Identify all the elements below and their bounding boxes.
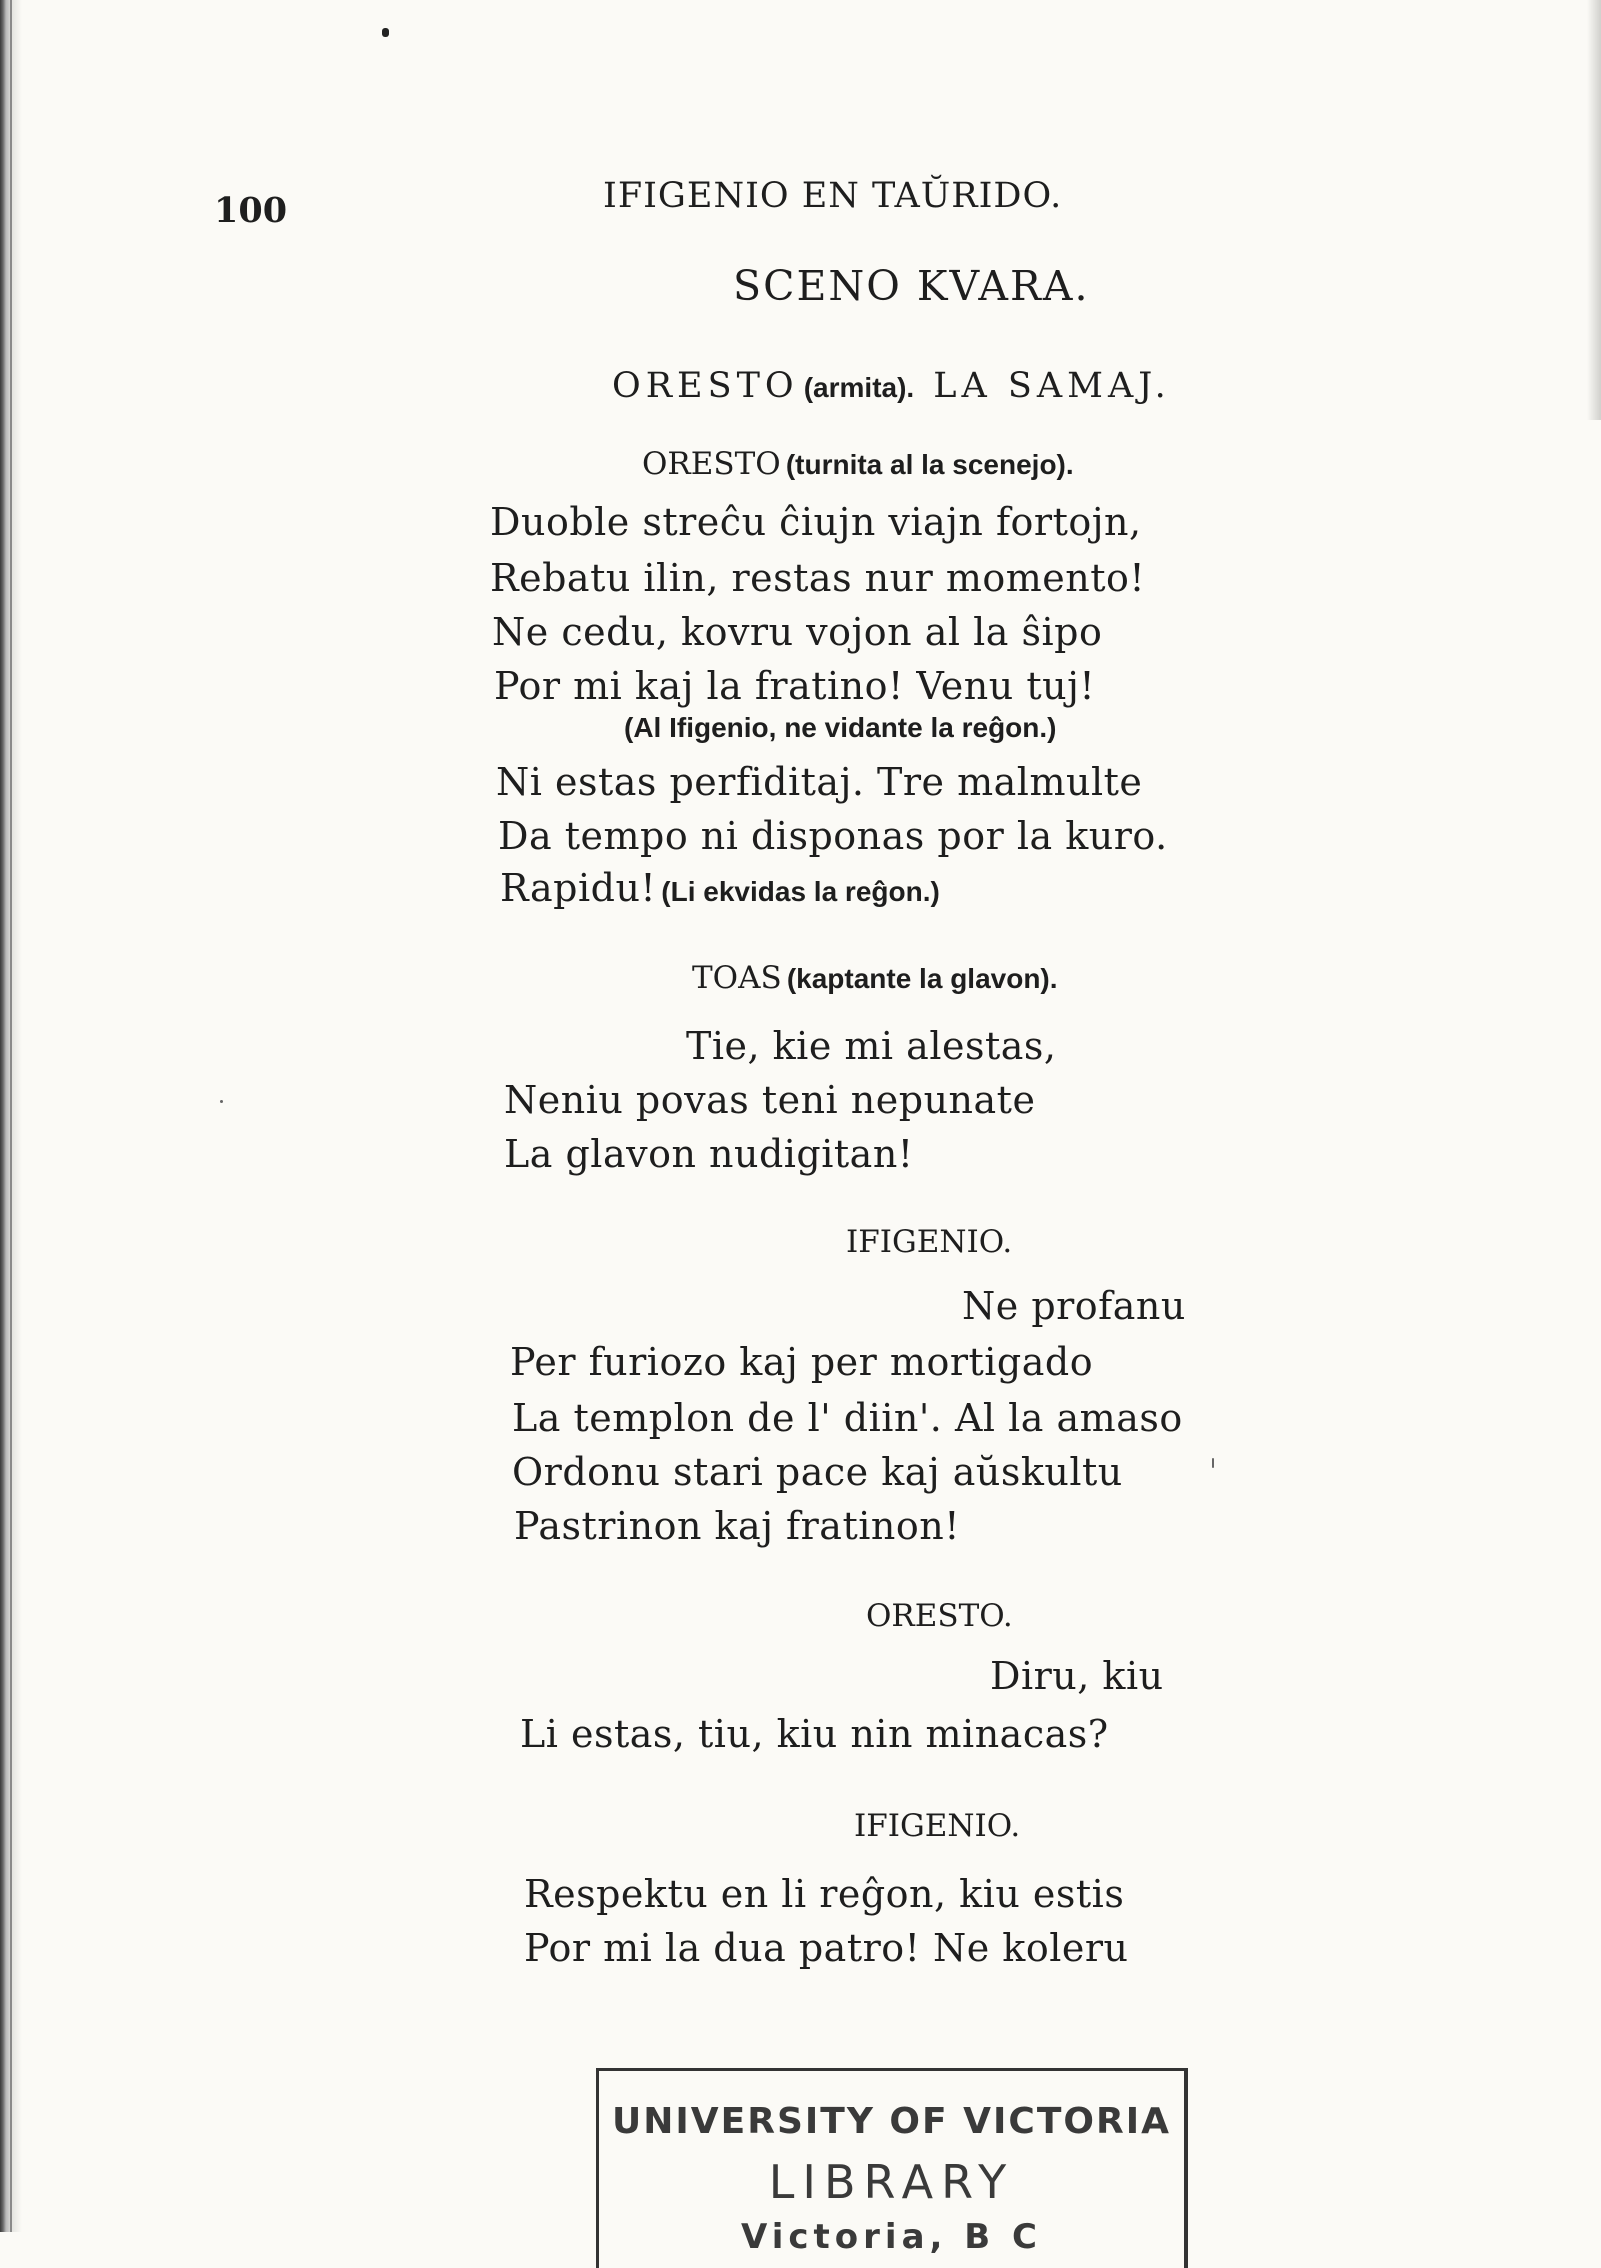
ink-speck [220,1100,223,1103]
verse-line: Li estas, tiu, kiu nin minacas? [520,1712,1109,1756]
verse-line: Tie, kie mi alestas, [686,1024,1057,1068]
verse-line: Rebatu ilin, restas nur momento! [490,556,1146,600]
verse-line: Ne profanu [962,1284,1186,1328]
stamp-library: LIBRARY [768,2155,1015,2209]
scene-title: SCENO KVARA. [733,262,1090,310]
speaker-name: IFIGENIO. [846,1224,1013,1260]
cast-name: ORESTO [612,366,799,406]
verse-line: Ordonu stari pace kaj aŭskultu [512,1450,1123,1494]
verse-line: Pastrinon kaj fratinon! [514,1504,960,1548]
speaker-name: ORESTO [642,446,781,482]
verse-line: Da tempo ni disponas por la kuro. [498,814,1168,858]
verse-line: Ni estas perfiditaj. Tre malmulte [496,760,1143,804]
verse-line: Ne cedu, kovru vojon al la ŝipo [492,610,1103,654]
speaker-name: IFIGENIO. [854,1808,1021,1844]
verse-line: Respektu en li reĝon, kiu estis [524,1872,1125,1916]
stage-direction: (Al Ifigenio, ne vidante la reĝon.) [624,712,1057,743]
verse-line: Por mi kaj la fratino! Venu tuj! [494,664,1096,708]
stage-direction: (kaptante la glavon). [786,963,1058,994]
cast-line [612,366,1171,406]
verse-line: La templon de l' diin'. Al la amaso [512,1396,1183,1440]
verse-line: Per furiozo kaj per mortigado [510,1340,1094,1384]
cast-also: LA SAMAJ. [933,366,1171,406]
speaker-name: TOAS [692,960,782,996]
page-right-edge [1587,0,1601,420]
verse-line: Por mi la dua patro! Ne koleru [524,1926,1129,1970]
verse-line: Neniu povas teni nepunate [504,1078,1036,1122]
speaker-heading [642,446,1074,482]
stamp-institution: UNIVERSITY OF VICTORIA [612,2101,1171,2142]
page-number: 100 [214,190,288,231]
verse-line: Duoble streĉu ĉiujn viajn fortojn, [490,500,1142,544]
ink-dot [382,28,389,37]
verse-line-with-aside [500,866,940,910]
library-stamp [596,2068,1188,2268]
cast-note: (armita). [803,372,915,403]
running-title: IFIGENIO EN TAŬRIDO. [603,176,1063,216]
verse-line: Diru, kiu [990,1654,1164,1698]
verse-line: Rapidu! [500,866,657,910]
page-binding-line [10,0,12,2232]
speaker-heading [692,960,1058,996]
speaker-name: ORESTO. [866,1598,1013,1634]
verse-line: La glavon nudigitan! [504,1132,914,1176]
stamp-location: Victoria, B C [741,2217,1042,2257]
stage-direction: (turnita al la scenejo). [785,449,1074,480]
ink-speck [1212,1458,1214,1468]
stage-direction: (Li ekvidas la reĝon.) [661,876,940,907]
